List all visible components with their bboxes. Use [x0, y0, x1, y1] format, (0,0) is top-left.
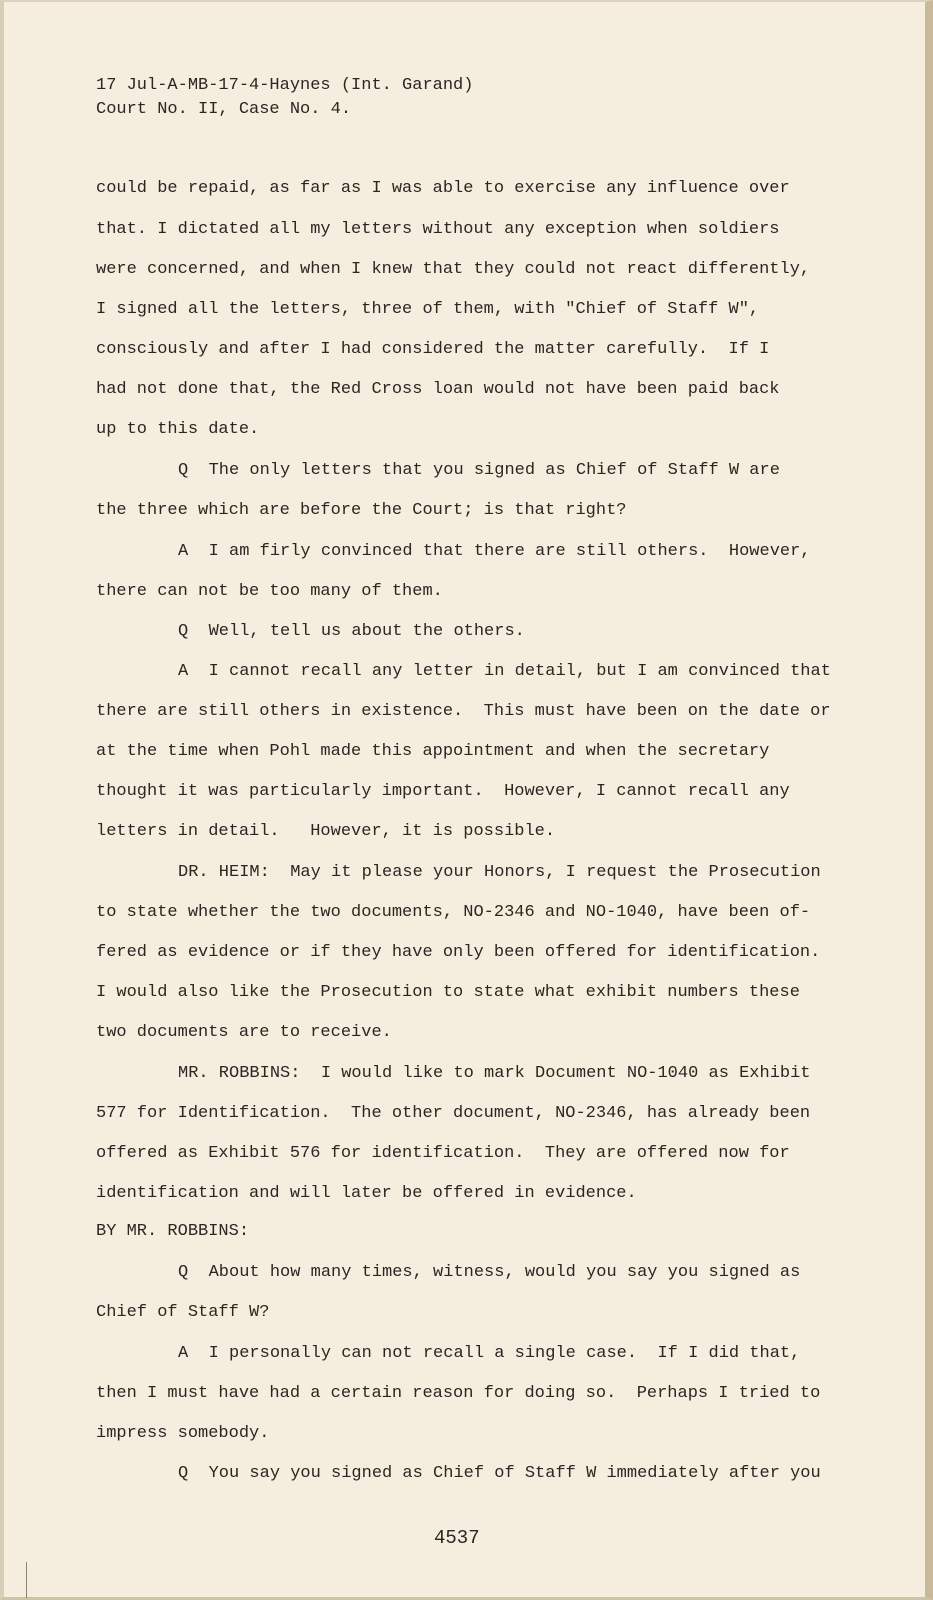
- question-line: Q You say you signed as Chief of Staff W immediately after you: [178, 1464, 821, 1483]
- text-line: I signed all the letters, three of them, with "Chief of Staff W",: [96, 300, 760, 319]
- speaker-line: MR. ROBBINS: I would like to mark Document NO-1040 as Exhibit: [178, 1064, 811, 1083]
- text-line: letters in detail. However, it is possible.: [96, 822, 556, 841]
- page-number: 4537: [434, 1527, 480, 1549]
- text-line: 577 for Identification. The other document, NO-2346, has already been: [96, 1104, 811, 1123]
- text-line: then I must have had a certain reason for doing so. Perhaps I tried to: [96, 1384, 821, 1403]
- examination-heading: BY MR. ROBBINS:: [96, 1222, 250, 1241]
- text-line: were concerned, and when I knew that they could not react differently,: [96, 260, 811, 279]
- answer-line: A I am firly convinced that there are still others. However,: [178, 542, 811, 561]
- text-line: had not done that, the Red Cross loan would not have been paid back: [96, 380, 780, 399]
- text-line: that. I dictated all my letters without any exception when soldiers: [96, 220, 780, 239]
- header-line-case-ref: 17 Jul-A-MB-17-4-Haynes (Int. Garand): [96, 76, 474, 95]
- text-line: there are still others in existence. This must have been on the date or: [96, 702, 831, 721]
- text-line: two documents are to receive.: [96, 1023, 392, 1042]
- text-line: at the time when Pohl made this appointment and when the secretary: [96, 742, 770, 761]
- text-line: identification and will later be offered in evidence.: [96, 1184, 637, 1203]
- text-line: to state whether the two documents, NO-2346 and NO-1040, have been of-: [96, 903, 811, 922]
- answer-line: A I personally can not recall a single case. If I did that,: [178, 1344, 801, 1363]
- text-line: I would also like the Prosecution to state what exhibit numbers these: [96, 983, 800, 1002]
- question-line: Q The only letters that you signed as Chief of Staff W are: [178, 461, 780, 480]
- speaker-line: DR. HEIM: May it please your Honors, I request the Prosecution: [178, 863, 821, 882]
- text-line: fered as evidence or if they have only been offered for identification.: [96, 943, 821, 962]
- answer-line: A I cannot recall any letter in detail, but I am convinced that: [178, 662, 831, 681]
- header-line-court: Court No. II, Case No. 4.: [96, 100, 352, 119]
- text-line: Chief of Staff W?: [96, 1303, 270, 1322]
- text-line: offered as Exhibit 576 for identification. They are offered now for: [96, 1144, 790, 1163]
- question-line: Q About how many times, witness, would you say you signed as: [178, 1263, 801, 1282]
- text-line: impress somebody.: [96, 1424, 270, 1443]
- question-line: Q Well, tell us about the others.: [178, 622, 525, 641]
- text-line: there can not be too many of them.: [96, 582, 443, 601]
- text-line: thought it was particularly important. However, I cannot recall any: [96, 782, 790, 801]
- document-header: [96, 74, 473, 122]
- text-line: could be repaid, as far as I was able to exercise any influence over: [96, 179, 790, 198]
- text-line: consciously and after I had considered the matter carefully. If I: [96, 340, 770, 359]
- text-line: the three which are before the Court; is that right?: [96, 501, 627, 520]
- margin-pencil-mark: [26, 1562, 27, 1598]
- text-line: up to this date.: [96, 420, 260, 439]
